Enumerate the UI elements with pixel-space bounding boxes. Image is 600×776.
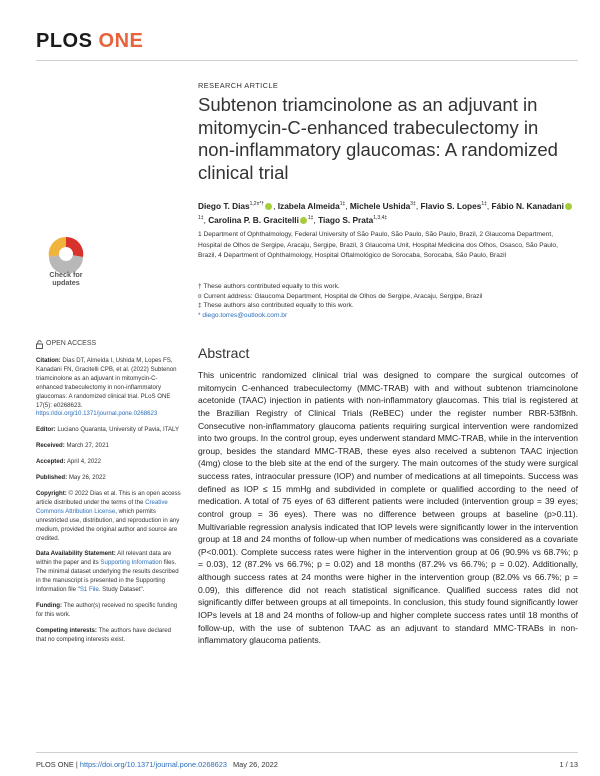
footer-journal: PLOS ONE xyxy=(36,760,74,769)
journal-logo xyxy=(36,30,143,53)
article-type: RESEARCH ARTICLE xyxy=(198,81,279,90)
abstract-heading: Abstract xyxy=(198,345,250,361)
logo-plos: PLOS xyxy=(36,30,93,52)
supporting-info-link[interactable]: Supporting Information xyxy=(100,559,163,567)
citation: Citation: Dias DT, Almeida I, Ushida M, Lopes FS, Kanadani FN, Gracitelli CPB, et al. (2022) Subtenon triamcinolone as an adjuvant in mitomycin-C-enhanced trabeculectomy in non-inflammatory glaucomas: A randomized clinical trial. PLoS ONE 17(5): e0268623. https://doi.org/10.1371/journal.pone.0268623 xyxy=(36,357,177,418)
s1-file-link[interactable]: S1 File xyxy=(79,586,99,594)
published-date: Published: May 26, 2022 xyxy=(36,474,106,482)
note-equal-contribution: † These authors contributed equally to this work. xyxy=(198,283,340,290)
author-name[interactable]: Michele Ushida xyxy=(349,200,411,211)
page-footer xyxy=(36,760,578,769)
data-availability: Data Availability Statement: All relevant data are within the paper and its Supporting Information files. The minimal dataset underlying the results described in the manuscript is presented in the Supporting Information file "S1 File. Study Dataset". xyxy=(36,550,179,594)
author-sup: 3‡ xyxy=(410,201,416,207)
open-lock-icon xyxy=(36,340,43,349)
footer-separator: | xyxy=(75,760,78,769)
license-link[interactable]: Creative Commons Attribution License xyxy=(36,498,168,515)
author-name[interactable]: Carolina P. B. Gracitelli xyxy=(208,214,299,225)
footer-citation xyxy=(36,760,278,769)
footer-divider xyxy=(36,752,578,753)
sidebar xyxy=(36,340,181,652)
header-divider xyxy=(36,60,578,61)
open-access-badge: OPEN ACCESS xyxy=(36,340,181,349)
copyright: Copyright: © 2022 Dias et al. This is an open access article distributed under the terms of the Creative Commons Attribution License, which permits unrestricted use, distribution, and reproduction in any medium, provided the original author and source are credited. xyxy=(36,489,181,542)
check-updates-icon xyxy=(36,235,96,273)
orcid-icon[interactable] xyxy=(565,203,572,210)
author-name[interactable]: Fábio N. Kanadani xyxy=(491,200,564,211)
footer-doi-link[interactable]: https://doi.org/10.1371/journal.pone.0268623 xyxy=(79,760,227,769)
author-sup: 1,3,4‡ xyxy=(373,214,388,221)
competing-interests: Competing interests: The authors have declared that no competing interests exist. xyxy=(36,626,172,643)
received-date: Received: March 27, 2021 xyxy=(36,442,109,450)
logo-one: ONE xyxy=(98,30,144,52)
author-list: Diego T. Dias$^{1,2¤*\dagger}$ , Izabela Almeida$^{1\ddagger}$, Michele Ushida$^{3\ddagger}$, Flavio S. Lopes$^{1\ddagger}$, Fábio N. Kanadani$^{1\ddagger}$, Carolina P. B. Gracitelli $^{1\ddagger}$, Tiago S. Prata$^{1,3,4\ddagger}$ xyxy=(198,198,578,226)
author-name[interactable]: Izabela Almeida xyxy=(277,200,340,211)
note-current-address: ¤ Current address: Glaucoma Department, Hospital de Olhos de Sergipe, Aracaju, Sergipe, Brazil xyxy=(198,292,483,300)
author-notes xyxy=(198,282,578,320)
author-sup: 1‡ xyxy=(307,214,314,221)
author-sup: 1‡ xyxy=(198,214,204,221)
check-updates-label: Check for updates xyxy=(49,270,83,287)
accepted-date: Accepted: April 4, 2022 xyxy=(36,458,102,466)
funding: Funding: The author(s) received no specific funding for this work. xyxy=(36,601,178,618)
author-sup: 1‡ xyxy=(339,201,346,207)
author-name[interactable]: Flavio S. Lopes xyxy=(420,200,482,211)
corresponding-email-link[interactable]: * diego.torres@outlook.com.br xyxy=(198,311,288,319)
citation-doi-link[interactable]: https://doi.org/10.1371/journal.pone.0268623 xyxy=(36,410,158,418)
note-also-contributed: ‡ These authors also contributed equally to this work. xyxy=(198,302,354,310)
editor: Editor: Luciano Quaranta, University of Pavia, ITALY xyxy=(36,426,180,434)
author-name[interactable]: Diego T. Dias xyxy=(198,200,250,211)
author-name[interactable]: Tiago S. Prata xyxy=(318,214,374,225)
author-sup: 1‡ xyxy=(481,201,487,207)
article-title: Subtenon triamcinolone as an adjuvant in mitomycin-C-enhanced trabeculectomy in non-inflammatory glaucomas: A randomized clinical trial xyxy=(198,94,558,183)
page-number: 1 / 13 xyxy=(559,760,578,769)
footer-date: May 26, 2022 xyxy=(233,760,278,769)
abstract-text: This unicentric randomized clinical trial was designed to compare the surgical outcomes of mitomycin C-enhanced trabeculectomy (MMC-TRAB) with and without subtenon triamcinolone acetonide (TAAC) injection in patients with non-inflammatory glaucomas. This trial is registered at the Brazilian Registry of Clinical Trials (ReBEC) under the register number RBR-53f8nh. Consecutive non-inflammatory glaucoma patients requiring surgical intervention were randomized into two groups. In the control group, eyes underwent standard MMC-TRAB, while in the intervention group, besides the standard MMC-TRAB, these eyes also received a subtenon TAAC injection (4mg) close to the bleb site at the end of the surgery. The main outcomes of the study were surgical success rates, intraocular pressure (IOP) and number of medications at all timepoints. Success was defined as IOP ≤ 15 mmHg and subdivided in complete or qualified according to the need of medication. A total of 75 eyes of 63 different patients were included (intervention group = 39 eyes; control group = 36 eyes). There was no difference between groups at baseline (p>0.11). Multivariable regression analysis indicated that IOP levels were significantly lower in the intervention group at 18 and 24 months of follow-up when number of medications was considered as a covariate (P<0.001). Complete success rates were higher in the intervention group at 06 (90.9% vs 68.7%; p = 0.03), 12 (87.2% vs 66.7%; p = 0.02) and 18 months (87.2% vs 66.7%; p = 0.02). Additionally, although success rates at 24 months were higher in the intervention group (82.0% vs 66.7%; p = 0.09), this difference did not reach statistical significance. Qualified success rates did not significantly differ between groups at all timepoints. In conclusion, this study found significantly lower IOPs levels at 18 and 24 months of follow-up and higher complete success rates until 18 months of follow-up, with the use of subtenon TAAC as an adjuvant to standard MMC-TRABs in non-inflammatory glaucoma patients. xyxy=(198,370,578,646)
affiliations: 1 Department of Ophthalmology, Federal University of São Paulo, São Paulo, São Paulo, Brazil, 2 Glaucoma Department, Hospital de Olhos de Sergipe, Aracaju, Sergipe, Brazil, 3 Glaucoma Unit, Hospital Medicina dos Olhos, Osasco, São Paulo, Brazil, 4 Department of Ophthalmology, Hospital Oftalmológico de Sorocaba, Sorocaba, São Paulo, Brazil xyxy=(198,231,558,259)
author-sup: 1,2¤*† xyxy=(249,201,265,207)
orcid-icon[interactable] xyxy=(300,217,307,224)
orcid-icon[interactable] xyxy=(265,203,272,210)
